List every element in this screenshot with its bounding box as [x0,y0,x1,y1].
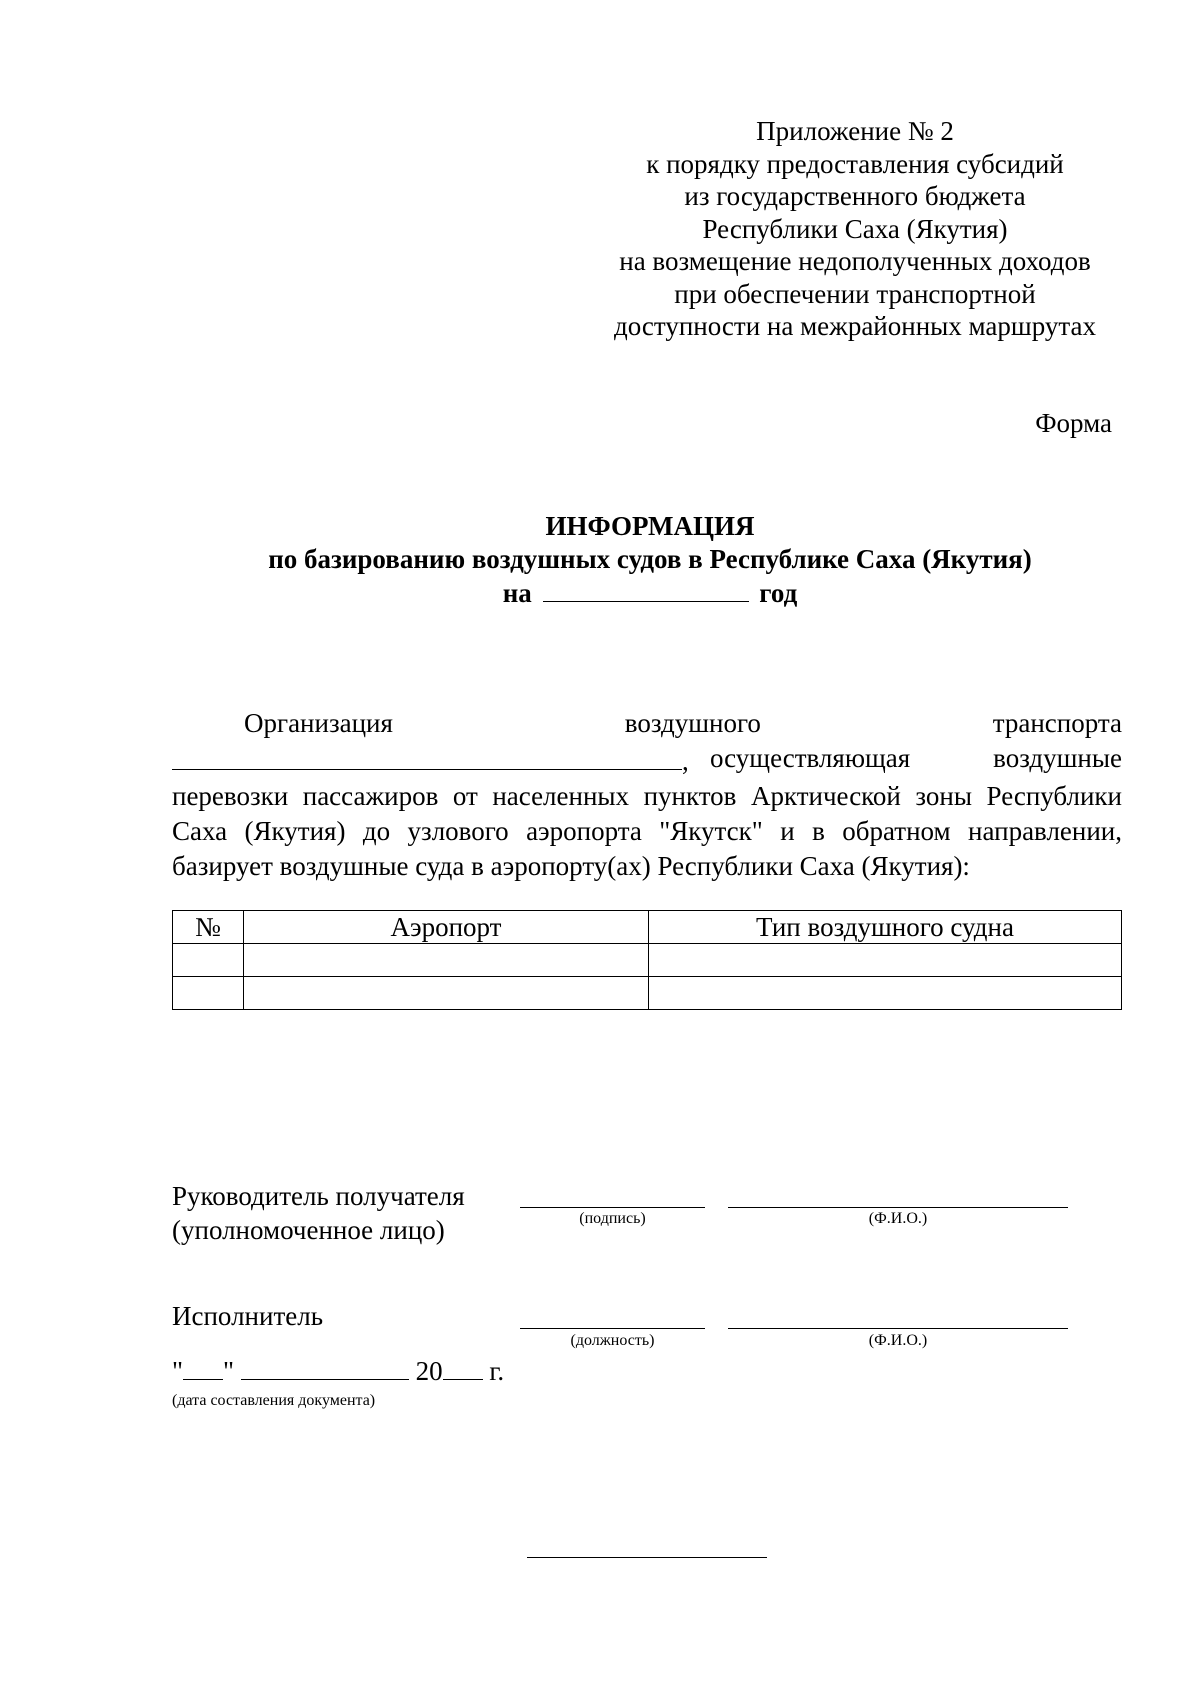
date-day-field[interactable] [183,1355,223,1380]
paragraph-word: воздушные [993,743,1122,773]
paragraph-line [172,741,1122,779]
paragraph-word: транспорта [992,708,1122,738]
caption-fio: (Ф.И.О.) [868,1332,928,1349]
quote-mark: " [223,1356,235,1386]
table-cell[interactable] [649,944,1122,977]
table-cell[interactable] [244,977,649,1010]
column-header-airport: Аэропорт [244,911,649,944]
table-row [173,977,1122,1010]
quote-mark: " [172,1356,184,1386]
paragraph-word: Организация [244,708,393,738]
caption-fio: (Ф.И.О.) [868,1210,928,1227]
year-suffix: г. [489,1356,505,1386]
paragraph-word: воздушного [624,708,761,738]
appendix-line: Приложение № 2 [756,116,954,146]
date-month-field[interactable] [241,1355,409,1380]
year-suffix: год [759,578,798,608]
appendix-line: к порядку предоставления субсидий [646,148,1064,179]
head-label-sub: (уполномоченное лицо) [172,1215,445,1245]
column-header-aircraft-type: Тип воздушного судна [649,911,1122,944]
table-cell[interactable] [173,977,244,1010]
fio-line[interactable] [728,1328,1068,1329]
year-prefix: 20 [415,1356,443,1386]
paragraph-line [172,706,1122,741]
form-label: Форма [1035,408,1112,438]
head-label: Руководитель получателя [172,1181,465,1211]
document-title: ИНФОРМАЦИЯ [545,511,755,541]
caption-position: (должность) [570,1332,655,1349]
table-cell[interactable] [173,944,244,977]
comma: , [682,746,689,776]
table-row [173,944,1122,977]
table-header-row [173,911,1122,944]
document-subtitle: по базированию воздушных судов в Республике Саха (Якутия) [268,544,1032,574]
signature-line[interactable] [520,1207,705,1208]
paragraph-word: осуществляющая [710,743,911,773]
appendix-line: при обеспечении транспортной [674,278,1036,309]
closing-line [527,1557,767,1558]
appendix-line: из государственного бюджета [684,181,1026,211]
document-year-line [0,577,1200,610]
table-cell[interactable] [649,977,1122,1010]
caption-signature: (подпись) [579,1210,646,1227]
position-line[interactable] [520,1328,705,1329]
paragraph-line: перевозки пассажиров от населенных пунктов Арктической зоны Республики [172,781,1122,811]
aircraft-basing-table [172,910,1122,1010]
fio-line[interactable] [728,1207,1068,1208]
appendix-line: на возмещение недополученных доходов [619,246,1091,276]
executor-label: Исполнитель [172,1301,324,1331]
caption-date: (дата составления документа) [172,1392,376,1409]
column-header-number: № [173,911,244,944]
document-date [172,1355,504,1387]
paragraph-line: базирует воздушные суда в аэропорту(ах) Республики Саха (Якутия): [172,851,970,881]
appendix-header [560,115,1150,343]
body-paragraph [172,706,1122,884]
table-cell[interactable] [244,944,649,977]
appendix-line: Республики Саха (Якутия) [702,213,1008,244]
appendix-line: доступности на межрайонных маршрутах [614,311,1096,341]
date-year-field[interactable] [443,1355,483,1380]
organization-blank-field[interactable] [172,741,682,770]
paragraph-line: Саха (Якутия) до узлового аэропорта "Якутск" и в обратном направлении, [172,816,1122,846]
year-prefix: на [502,578,532,608]
year-blank-field[interactable] [543,577,749,602]
